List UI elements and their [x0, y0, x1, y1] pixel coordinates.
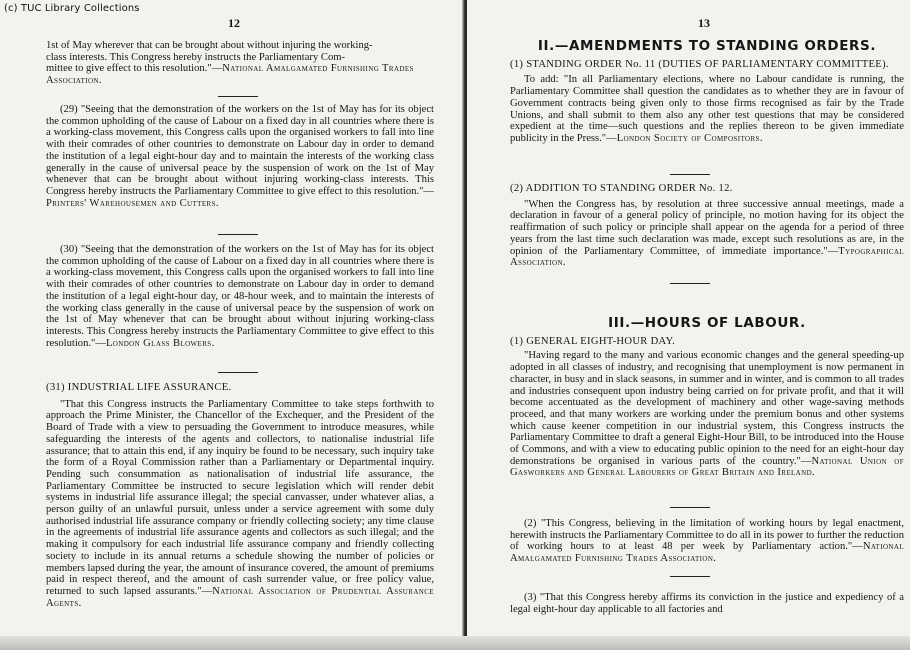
standing-order-12	[510, 183, 904, 269]
resolution-hours-2	[510, 518, 904, 565]
divider	[218, 234, 258, 235]
item-heading: (1) STANDING ORDER No. 11 (DUTIES OF PARLIAMENTARY COMMITTEE).	[510, 58, 889, 70]
resolution-source: National Union of Gasworkers and General Labourers of Great Britain and Ireland.	[510, 455, 905, 479]
resolution-text: (30) "Seeing that the demonstration of the workers on the 1st of May has for its object the common upholding of the cause of Labour on a fixed day in all countries where there is a working-class movement, this Congress calls upon the organised workers to fall into line with their comrades of other countries to demonstrate on Labour day in order to demand the institution of a legal eight-hour day, or 48-hour week, and to maintain the interests of the working class generally in the cause of universal peace by the suspension of work on the 1st of May whenever that can be brought about without injuring working-class interests. This Congress hereby instructs the Parliamentary Committee to give effect to this resolution."—	[46, 244, 434, 349]
resolution-source: National Amalgamated Furnishing Trades Association.	[46, 63, 414, 87]
item-heading: (2) ADDITION TO STANDING ORDER No. 12.	[510, 183, 733, 194]
section-heading: III.—HOURS OF LABOUR.	[608, 315, 806, 331]
resolution-text: "When the Congress has, by resolution at three successive annual meetings, made a declaration in favour of a general policy of principle, no motion having for its object the reaffirmation of such policy or principle shall appear on the agenda for a period of three years from the last time such declaration was made, except such resolutions as are, in the opinion of the Parliamentary Committee, of immediate importance."—	[510, 198, 904, 257]
resolution-source: Printers' Warehousemen and Cutters.	[46, 197, 219, 209]
resolution-29	[46, 104, 434, 209]
resolution-text: To add: "In all Parliamentary elections, where no Labour candidate is running, the Parliamentary Committee shall question the candidates as to whether they are in favour of Government contracts being given only to those firms recognised as fair by the Trade Unions, and shall submit to them also any other test questions that may be considered expedient at the time—such questions and the replies thereon to be given immediate publicity in the Press."—	[510, 74, 904, 144]
continued-line-2: class interests. This Congress hereby instructs the Parliamentary Com-	[46, 51, 346, 63]
right-page	[467, 0, 910, 650]
page-number: 13	[698, 16, 710, 30]
page-number: 12	[228, 16, 240, 30]
divider	[670, 507, 710, 508]
resolution-source: London Society of Compositors.	[616, 132, 763, 144]
section-hours-of-labour	[510, 315, 905, 479]
resolution-source: National Amalgamated Furnishing Trades Association.	[510, 541, 904, 565]
continued-line-1: 1st of May wherever that can be brought about without injuring the working-	[46, 40, 373, 51]
resolution-hours-3	[510, 592, 904, 615]
divider	[670, 576, 710, 577]
resolution-source: Typographical Association.	[510, 245, 904, 269]
page-bottom-edge	[0, 636, 910, 650]
section-heading: (31) INDUSTRIAL LIFE ASSURANCE.	[46, 382, 232, 393]
continued-line-3: mittee to give effect to this resolution."—	[46, 63, 223, 75]
continued-resolution	[46, 40, 434, 87]
resolution-source: National Association of Prudential Assurance Agents.	[46, 585, 434, 609]
resolution-text: (29) "Seeing that the demonstration of the workers on the 1st of May has for its object the common upholding of the cause of Labour on a fixed day in all countries where there is a working-class movement, this Congress calls upon the organised workers to fall into line with their comrades of other countries to demonstrate on Labour day in order to demand the institution of a legal eight-hour day and to maintain the interests of the working class generally in the cause of universal peace by the suspension of work on the 1st of May whenever that can be brought about without injuring working-class interests. This Congress hereby instructs the Parliamentary Committee to give effect to this resolution."—	[46, 104, 434, 197]
section-amendments	[510, 38, 904, 145]
resolution-text: "That this Congress instructs the Parliamentary Committee to take steps forthwith to approach the Prime Minister, the Chancellor of the Exchequer, and the President of the Board of Trade with a view to persuading the Government to introduce measures, while safeguarding the interests of the agents and collectors, to nationalise industrial life assurance; that to attain this end, if any inquiry be found to be necessary, such inquiry take the form of a Royal Commission rather than a Parliamentary or Departmental inquiry. Pending such consummation as nationalisation of industrial life assurance, the Parliamentary Committee be instructed to secure legislation which will render debit systems in industrial life assurance illegal; the special canvasser, under whatever alias, a person guilty of an unlawful pursuit, unless under a service agreement with some duly authorised industrial life assurance company or friendly collecting society; any time clause in the agreements of industrial life assurance agents and collectors as such illegal; and the making it compulsory for each industrial life assurance company and friendly collecting society to include in its annual returns a schedule showing the number of policies or members lapsed during the year, the amount of insurance covered, the amount of premiums paid in respect thereof, and the amount of cash surrender value, or free policy value, returned to such lapsed assurants."—	[46, 398, 434, 597]
resolution-text: "Having regard to the many and various economic changes and the general speeding-up adopted in all classes of industry, and recognising that unemployment is now permanent in character, in busy and in slack seasons, in summer and in winter, and is common to all trades and industries consequent upon industry being carried on for private profit, and that it will become accentuated as the development of machinery and other wage-saving methods proceed, and that many workers are working under the premium bonus and other systems which cause keener competition in our industrial system, this Congress instructs the Parliamentary Committee to draft a general Eight-Hour Bill, to be introduced into the House of Commons, and with a view to educating public opinion to the need for an eight-hour day demonstrations be organised in various parts of the country."—	[510, 350, 904, 467]
divider	[218, 372, 258, 373]
resolution-source: London Glass Blowers.	[105, 337, 215, 349]
resolution-text: (3) "That this Congress hereby affirms its conviction in the justice and expediency of a legal eight-hour day applicable to all factories and	[510, 592, 904, 615]
resolution-30	[46, 244, 434, 349]
section-heading: II.—AMENDMENTS TO STANDING ORDERS.	[537, 38, 877, 54]
resolution-31	[46, 382, 434, 609]
divider	[218, 96, 258, 97]
divider	[670, 174, 710, 175]
divider	[670, 283, 710, 284]
watermark: (c) TUC Library Collections	[4, 3, 140, 14]
resolution-text: (2) "This Congress, believing in the limitation of working hours by legal enactment, herewith instructs the Parliamentary Committee to do all in its power to further the reduction of working hours to at least 48 per week by Parliamentary action."—	[510, 518, 904, 553]
item-heading: (1) GENERAL EIGHT-HOUR DAY.	[510, 335, 676, 347]
